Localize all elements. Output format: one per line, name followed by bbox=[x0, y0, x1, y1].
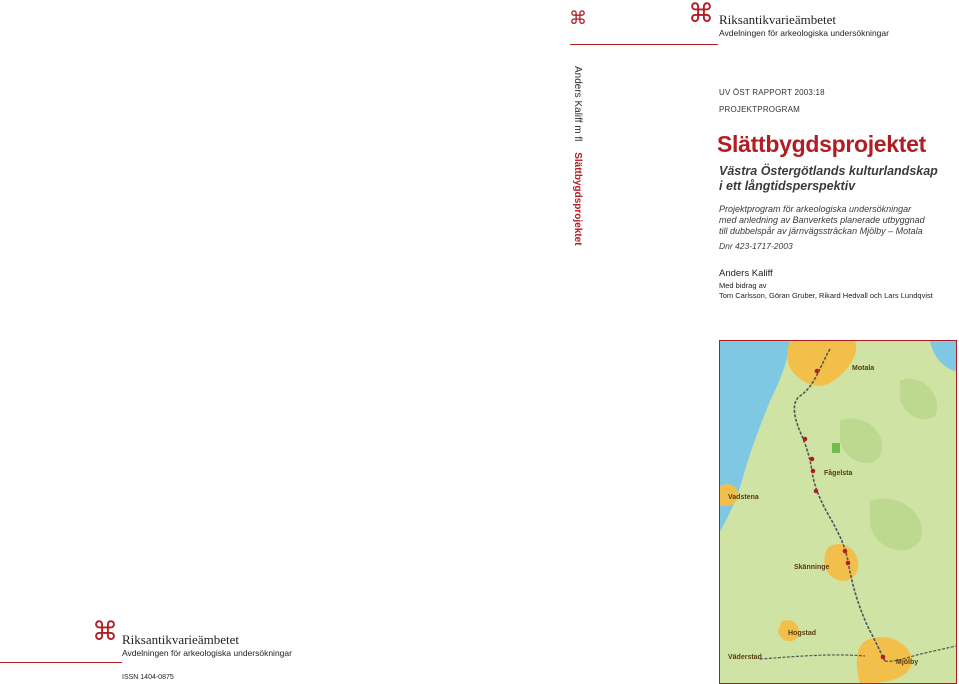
back-org-subtitle: Avdelningen för arkeologiska undersökningar bbox=[122, 648, 292, 658]
spine-logo-icon: ⌘ bbox=[569, 8, 587, 29]
report-title: Slättbygdsprojektet bbox=[717, 131, 927, 157]
subtitle-line-2: i ett långtidsperspektiv bbox=[719, 179, 856, 193]
contributors: Tom Carlsson, Göran Gruber, Rikard Hedvall och Lars Lundqvist bbox=[719, 291, 933, 300]
station-marker bbox=[881, 655, 886, 660]
dnr-number: Dnr 423-1717-2003 bbox=[719, 241, 793, 251]
station-marker bbox=[846, 561, 851, 566]
label-fagelsta: Fågelsta bbox=[824, 470, 853, 477]
author-name: Anders Kaliff bbox=[719, 268, 773, 279]
station-marker bbox=[811, 469, 816, 474]
description-line-3: till dubbelspår av järnvägssträckan Mjölby – Motala bbox=[719, 226, 923, 236]
spine-text bbox=[572, 66, 583, 246]
railway-branch bbox=[760, 655, 865, 659]
description-line-1: Projektprogram för arkeologiska undersökningar bbox=[719, 204, 912, 214]
station-marker bbox=[810, 457, 815, 462]
label-vaderstad: Väderstad bbox=[728, 654, 762, 661]
station-marker bbox=[803, 437, 808, 442]
back-org-name: Riksantikvarieämbetet bbox=[122, 632, 239, 647]
map-svg bbox=[720, 341, 956, 683]
contrib-label: Med bidrag av bbox=[719, 281, 767, 290]
series-label: UV ÖST RAPPORT 2003:18 bbox=[719, 88, 825, 97]
spine-top-rule bbox=[570, 44, 718, 45]
label-vadstena: Vadstena bbox=[728, 494, 759, 501]
town-motala bbox=[787, 341, 856, 386]
forest-patch bbox=[900, 379, 937, 420]
back-logo-icon: ⌘ bbox=[92, 617, 118, 647]
front-logo-icon: ⌘ bbox=[688, 0, 714, 29]
description-line-2: med anledning av Banverkets planerade utbyggnad bbox=[719, 215, 925, 225]
issn: ISSN 1404-0875 bbox=[122, 674, 174, 681]
route-map bbox=[719, 340, 957, 684]
front-org-name: Riksantikvarieämbetet bbox=[719, 12, 836, 27]
spine bbox=[565, 66, 585, 246]
label-skanninge: Skänninge bbox=[794, 564, 830, 571]
town-skanninge bbox=[824, 544, 858, 581]
spine-title: Slättbygdsprojektet bbox=[572, 152, 583, 246]
forest-patch bbox=[840, 418, 882, 463]
label-mjolby: Mjölby bbox=[896, 659, 919, 666]
lake-east bbox=[930, 341, 956, 371]
subtitle-line-1: Västra Östergötlands kulturlandskap bbox=[719, 164, 938, 178]
category-label: PROJEKTPROGRAM bbox=[719, 105, 801, 114]
forest-patch bbox=[870, 499, 922, 551]
station-marker bbox=[814, 489, 819, 494]
label-motala: Motala bbox=[852, 365, 875, 372]
label-hogstad: Hogstad bbox=[788, 630, 816, 637]
station-marker bbox=[843, 549, 848, 554]
spine-author: Anders Kaliff m fl bbox=[572, 66, 583, 142]
back-rule bbox=[0, 662, 122, 663]
front-org-subtitle: Avdelningen för arkeologiska undersökningar bbox=[719, 28, 889, 38]
green-field bbox=[832, 443, 840, 453]
station-marker bbox=[815, 369, 820, 374]
